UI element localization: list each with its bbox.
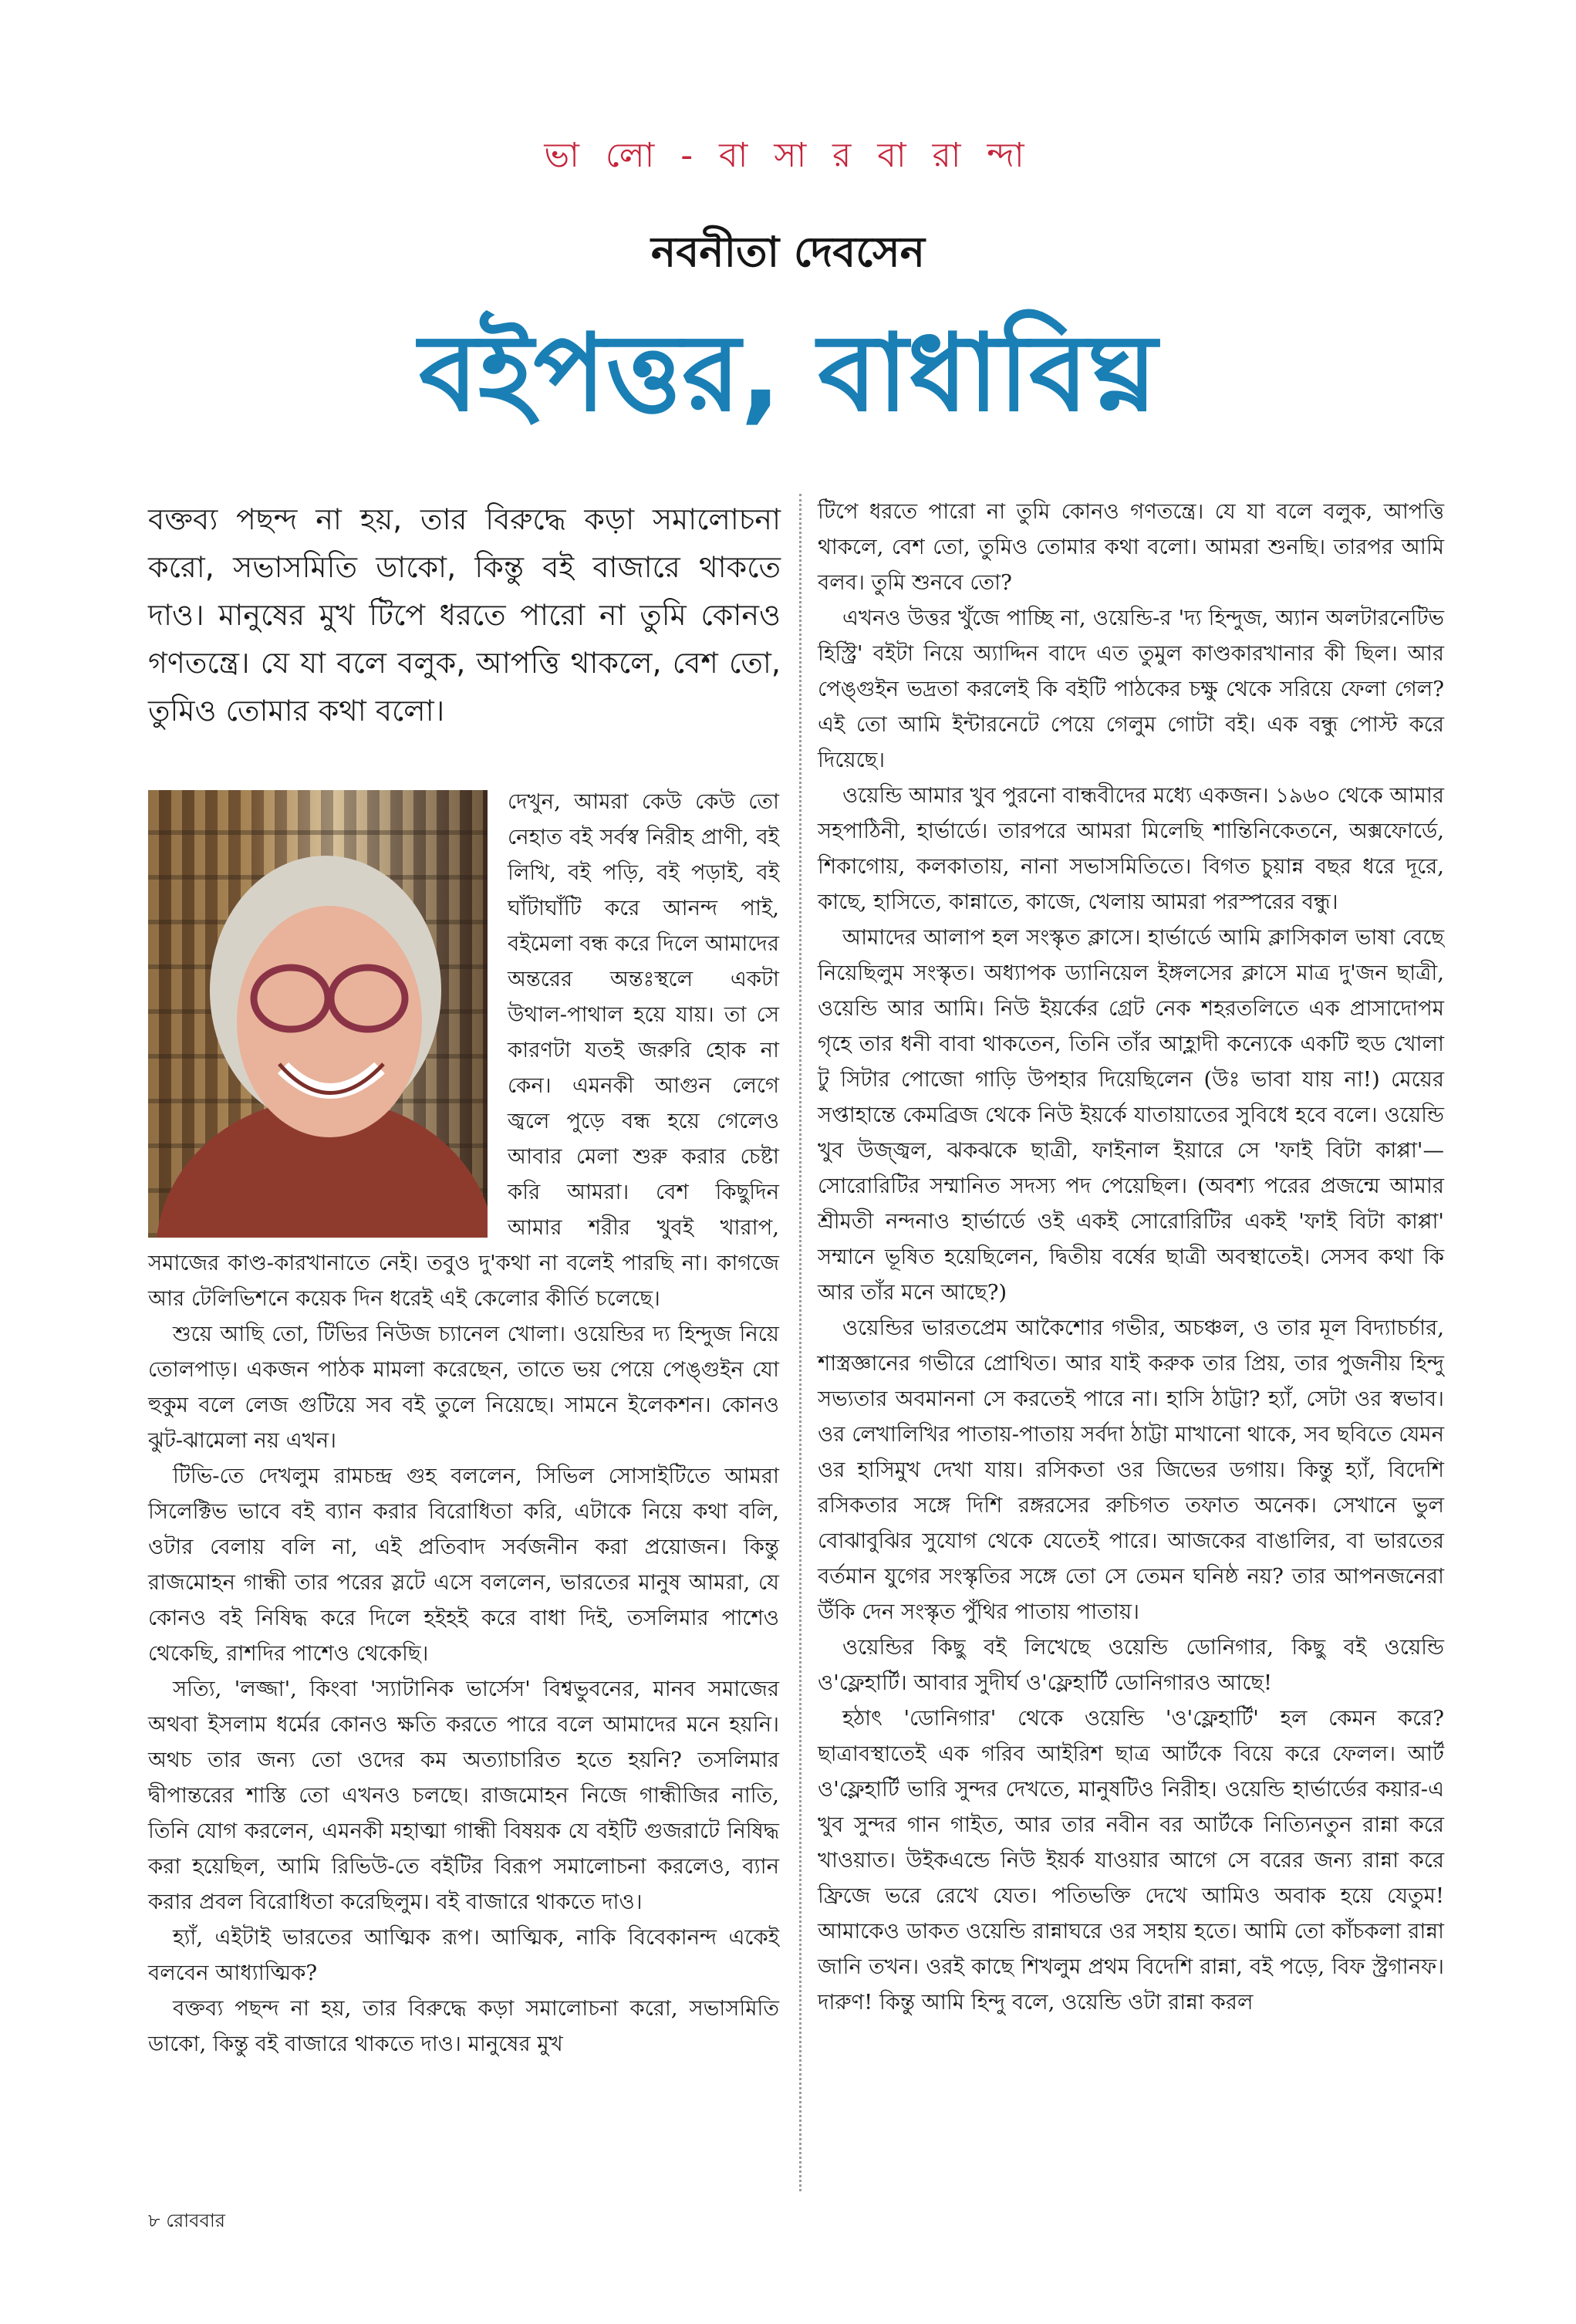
column-divider: [799, 494, 801, 2191]
author-photo: [148, 790, 488, 1238]
pull-quote: বক্তব্য পছন্দ না হয়, তার বিরুদ্ধে কড়া সমালোচনা করো, সভাসমিতি ডাকো, কিন্তু বই বাজারে থাকতে দাও। মানুষের মুখ টিপে ধরতে পারো না তুমি কোনও গণতন্ত্রে। যে যা বলে বলুক, আপত্তি থাকলে, বেশ তো, তুমিও তোমার কথা বলো।: [148, 502, 781, 728]
body-paragraph: ওয়েন্ডি আমার খুব পুরনো বান্ধবীদের মধ্যে একজন। ১৯৬০ থেকে আমার সহপাঠিনী, হার্ভার্ডে। তারপরে আমরা মিলেছি শান্তিনিকেতনে, অক্সফোর্ডে, শিকাগোয়, কলকাতায়, নানা সভাসমিতিতে। বিগত চুয়ান্ন বছর ধরে দূরে, কাছে, হাসিতে, কান্নাতে, কাজে, খেলায় আমরা পরস্পরের বন্ধু।: [818, 783, 1444, 914]
body-paragraph: দেখুন, আমরা কেউ কেউ তো নেহাত বই সর্বস্ব নিরীহ প্রাণী, বই লিখি, বই পড়ি, বই পড়াই, বই ঘাঁটাঘাঁটি করে আনন্দ পাই, বইমেলা বন্ধ করে দিলে আমাদের অন্তরের অন্তঃস্থলে একটা উথাল-পাথাল হয়ে যায়। তা সে কারণটা যতই জরুরি হোক না কেন। এমনকী আগুন লেগে জ্বলে পুড়ে বন্ধ হয়ে গেলেও আবার মেলা শুরু করার চেষ্টা করি আমরা। বেশ কিছুদিন আমার শরীর খুবই খারাপ, সমাজের কাণ্ড-কারখানাতে নেই। তবুও দু'কথা না বলেই পারছি না। কাগজে আর টেলিভিশনে কয়েক দিন ধরেই এই কেলোর কীর্তি চলেছে।: [148, 789, 779, 1311]
body-paragraph: ওয়েন্ডির ভারতপ্রেম আকৈশোর গভীর, অচঞ্চল, ও তার মূল বিদ্যাচর্চার, শাস্ত্রজ্ঞানের গভীরে প্রোথিত। আর যাই করুক তার প্রিয়, তার পুজনীয় হিন্দু সভ্যতার অবমাননা সে করতেই পারে না। হাসি ঠাট্টা? হ্যাঁ, সেটা ওর স্বভাব। ওর লেখালিখির পাতায়-পাতায় সর্বদা ঠাট্টা মাখানো থাকে, সব ছবিতে যেমন ওর হাসিমুখ দেখা যায়। রসিকতা ওর জিভের ডগায়। কিন্তু হ্যাঁ, বিদেশি রসিকতার সঙ্গে দিশি রঙ্গরসের রুচিগত তফাত অনেক। সেখানে ভুল বোঝাবুঝির সুযোগ থেকে যেতেই পারে। আজকের বাঙালির, বা ভারতের বর্তমান যুগের সংস্কৃতির সঙ্গে তো সে তেমন ঘনিষ্ঠ নয়? তার আপনজনেরা উঁকি দেন সংস্কৃত পুঁথির পাতায় পাতায়।: [818, 1316, 1444, 1624]
body-paragraph: এখনও উত্তর খুঁজে পাচ্ছি না, ওয়েন্ডি-র 'দ্য হিন্দুজ, অ্যান অলটারনেটিভ হিস্ট্রি' বইটা নিয়ে অ্যাদ্দিন বাদে এত তুমুল কাণ্ডকারখানার কী ছিল। আর পেঙ্গুইন ভদ্রতা করলেই কি বইটি পাঠকের চক্ষু থেকে সরিয়ে ফেলা গেল? এই তো আমি ইন্টারনেটে পেয়ে গেলুম গোটা বই। এক বন্ধু পোস্ট করে দিয়েছে।: [818, 606, 1444, 772]
section-kicker: ভা লো - বা সা র বা রা ন্দা: [544, 136, 1032, 175]
article-headline: বইপত্তর, বাধাবিঘ্ন: [418, 311, 1157, 435]
page-footer: [148, 2207, 225, 2238]
body-paragraph: হঠাৎ 'ডোনিগার' থেকে ওয়েন্ডি 'ও'ফ্লেহার্টি' হল কেমন করে? ছাত্রাবস্থাতেই এক গরিব আইরিশ ছাত্র আর্টকে বিয়ে করে ফেলল। আর্ট ও'ফ্লেহার্টি ভারি সুন্দর দেখতে, মানুষটিও নিরীহ। ওয়েন্ডি হার্ভার্ডের কয়ার-এ খুব সুন্দর গান গাইত, আর তার নবীন বর আর্টকে নিত্যিনতুন রান্না করে খাওয়াত। উইকএন্ডে নিউ ইয়র্ক যাওয়ার আগে সে বরের জন্য রান্না করে ফ্রিজে ভরে রেখে যেত। পতিভক্তি দেখে আমিও অবাক হয়ে যেতুম! আমাকেও ডাকত ওয়েন্ডি রান্নাঘরে ওর সহায় হতে। আমি তো কাঁচকলা রান্না জানি তখন। ওরই কাছে শিখলুম প্রথম বিদেশি রান্না, বই পড়ে, বিফ স্ট্রগানফ। দারুণ! কিন্তু আমি হিন্দু বলে, ওয়েন্ডি ওটা রান্না করল: [818, 1706, 1444, 2015]
body-paragraph: আমাদের আলাপ হল সংস্কৃত ক্লাসে। হার্ভার্ডে আমি ক্লাসিকাল ভাষা বেছে নিয়েছিলুম সংস্কৃত। অধ্যাপক ড্যানিয়েল ইঙ্গলসের ক্লাসে মাত্র দু'জন ছাত্রী, ওয়েন্ডি আর আমি। নিউ ইয়র্কের গ্রেট নেক শহরতলিতে এক প্রাসাদোপম গৃহে তার ধনী বাবা থাকতেন, তিনি তাঁর আহ্লাদী কন্যেকে একটি হুড খোলা টু সিটার পোজো গাড়ি উপহার দিয়েছিলেন (উঃ ভাবা যায় না!) মেয়ের সপ্তাহান্তে কেমব্রিজ থেকে নিউ ইয়র্কে যাতায়াতের সুবিধে হবে বলে। ওয়েন্ডি খুব উজ্জ্বল, ঝকঝকে ছাত্রী, ফাইনাল ইয়ারে সে 'ফাই বিটা কাপ্পা'—সোরোরিটির সম্মানিত সদস্য পদ পেয়েছিল। (অবশ্য পরের প্রজন্মে আমার শ্রীমতী নন্দনাও হার্ভার্ডে ওই একই সোরোরিটির একই 'ফাই বিটা কাপ্পা' সম্মানে ভূষিত হয়েছিলেন, দ্বিতীয় বর্ষের ছাত্রী অবস্থাতেই। সেসব কথা কি আর তাঁর মনে আছে?): [818, 925, 1444, 1305]
author-byline: নবনীতা দেবসেন: [651, 228, 925, 276]
body-paragraph: বক্তব্য পছন্দ না হয়, তার বিরুদ্ধে কড়া সমালোচনা করো, সভাসমিতি ডাকো, কিন্তু বই বাজারে থাকতে দাও। মানুষের মুখ: [148, 1996, 779, 2056]
page-number: ৮: [148, 2210, 160, 2231]
left-column: [148, 784, 779, 2062]
body-paragraph: টিপে ধরতে পারো না তুমি কোনও গণতন্ত্রে। যে যা বলে বলুক, আপত্তি থাকলে, বেশ তো, তুমিও তোমার কথা বলো। আমরা শুনছি। তারপর আমি বলব। তুমি শুনবে তো?: [818, 499, 1444, 595]
body-paragraph: সত্যি, 'লজ্জা', কিংবা 'স্যাটানিক ভার্সেস' বিশ্বভুবনের, মানব সমাজের অথবা ইসলাম ধর্মের কোনও ক্ষতি করতে পারে বলে আমাদের মনে হয়নি। অথচ তার জন্য তো ওদের কম অত্যাচারিত হতে হয়নি? তসলিমার দ্বীপান্তরের শাস্তি তো এখনও চলছে। রাজমোহন নিজে গান্ধীজির নাতি, তিনি যোগ করলেন, এমনকী মহাত্মা গান্ধী বিষয়ক যে বইটি গুজরাটে নিষিদ্ধ করা হয়েছিল, আমি রিভিউ-তে বইটির বিরূপ সমালোচনা করলেও, ব্যান করার প্রবল বিরোধিতা করেছিলুম। বই বাজারে থাকতে দাও।: [148, 1677, 779, 1914]
body-paragraph: হ্যাঁ, এইটাই ভারতের আত্মিক রূপ। আত্মিক, নাকি বিবেকানন্দ একেই বলবেন আধ্যাত্মিক?: [148, 1925, 779, 1985]
body-paragraph: টিভি-তে দেখলুম রামচন্দ্র গুহ বললেন, সিভিল সোসাইটিতে আমরা সিলেক্টিভ ভাবে বই ব্যান করার বিরোধিতা করি, এটাকে নিয়ে কথা বলি, ওটার বেলায় বলি না, এই প্রতিবাদ সর্বজনীন করা প্রয়োজন। কিন্তু রাজমোহন গান্ধী তার পরের স্লটে এসে বললেন, ভারতের মানুষ আমরা, যে কোনও বই নিষিদ্ধ করে দিলে হইহই করে বাধা দিই, তসলিমার পাশেও থেকেছি, রাশদির পাশেও থেকেছি।: [148, 1464, 779, 1666]
right-column: [818, 494, 1444, 2020]
body-paragraph: শুয়ে আছি তো, টিভির নিউজ চ্যানেল খোলা। ওয়েন্ডির দ্য হিন্দুজ নিয়ে তোলপাড়। একজন পাঠক মামলা করেছেন, তাতে ভয় পেয়ে পেঙ্গুইন যো হুকুম বলে লেজ গুটিয়ে সব বই তুলে নিয়েছে। সামনে ইলেকশন। কোনও ঝুট-ঝামেলা নয় এখন।: [148, 1322, 779, 1453]
body-paragraph: ওয়েন্ডির কিছু বই লিখেছে ওয়েন্ডি ডোনিগার, কিছু বই ওয়েন্ডি ও'ফ্লেহার্টি। আবার সুদীর্ঘ ও'ফ্লেহার্টি ডোনিগারও আছে!: [818, 1635, 1444, 1695]
publication-name: রোববার: [166, 2210, 225, 2231]
